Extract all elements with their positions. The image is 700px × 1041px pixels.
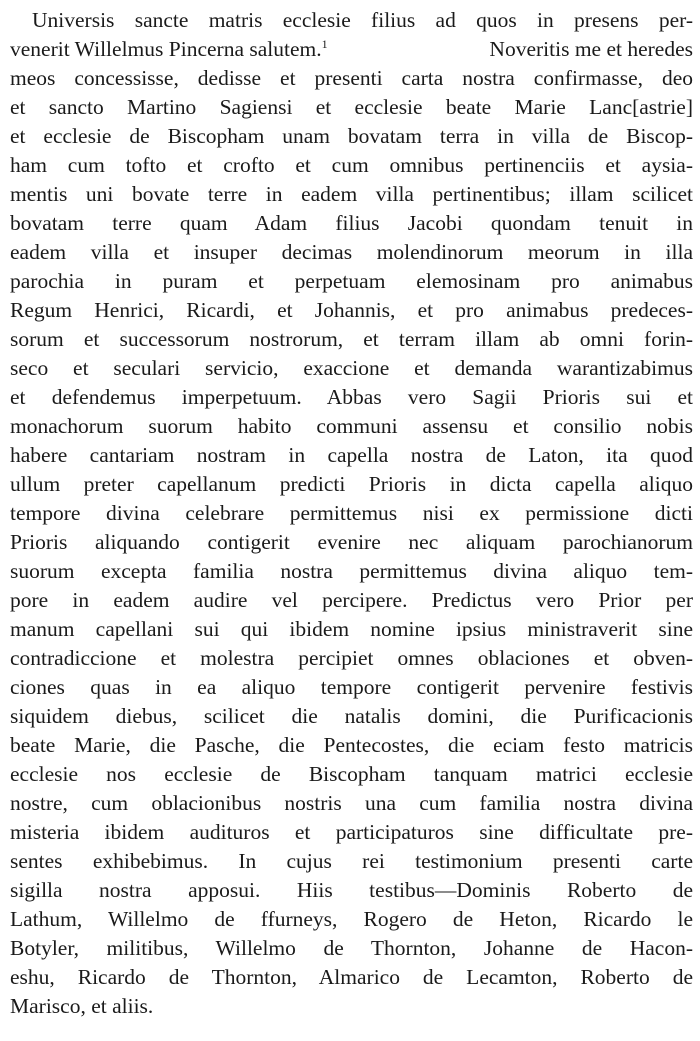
text-line: et sancto Martino Sagiensi et ecclesie beate Marie Lanc[astrie] [10,95,693,119]
text-line: siquidem diebus, scilicet die natalis domini, die Purificacionis [10,704,693,728]
text-line: meos concessisse, dedisse et presenti carta nostra confirmasse, deo [10,66,693,90]
text-line: manum capellani sui qui ibidem nomine ipsius ministraverit sine [10,617,693,641]
text-line: mentis uni bovate terre in eadem villa pertinentibus; illam scilicet [10,182,693,206]
text-line: habere cantariam nostram in capella nostra de Laton, ita quod [10,443,693,467]
text-line: nostre, cum oblacionibus nostris una cum familia nostra divina [10,791,693,815]
text-line: pore in eadem audire vel percipere. Predictus vero Prior per [10,588,693,612]
text-line: ecclesie nos ecclesie de Biscopham tanquam matrici ecclesie [10,762,693,786]
text-line: Regum Henrici, Ricardi, et Johannis, et pro animabus predeces- [10,298,693,322]
text-line: et defendemus imperpetuum. Abbas vero Sagii Prioris sui et [10,385,693,409]
text-line: sorum et successorum nostrorum, et terram illam ab omni forin- [10,327,693,351]
text-line: beate Marie, die Pasche, die Pentecostes, die eciam festo matricis [10,733,693,757]
text-line: contradiccione et molestra percipiet omnes oblaciones et obven- [10,646,693,670]
footnote-marker: 1 [321,37,328,51]
text-line: seco et seculari servicio, exaccione et demanda warantizabimus [10,356,693,380]
text-line: Prioris aliquando contigerit evenire nec aliquam parochianorum [10,530,693,554]
text-line: eshu, Ricardo de Thornton, Almarico de Lecamton, Roberto de [10,965,693,989]
text-line: Botyler, militibus, Willelmo de Thornton, Johanne de Hacon- [10,936,693,960]
text-line: misteria ibidem audituros et participaturos sine difficultate pre- [10,820,693,844]
text-line: sentes exhibebimus. In cujus rei testimonium presenti carte [10,849,693,873]
text-line: Universis sancte matris ecclesie filius ad quos in presens per- [32,8,693,32]
text-line: ciones quas in ea aliquo tempore contigerit pervenire festivis [10,675,693,699]
text-line: monachorum suorum habito communi assensu et consilio nobis [10,414,693,438]
text-line: parochia in puram et perpetuam elemosinam pro animabus [10,269,693,293]
text-segment: venerit Willelmus Pincerna salutem. [10,37,322,61]
text-line: eadem villa et insuper decimas molendinorum meorum in illa [10,240,693,264]
text-line [10,34,693,64]
text-line: suorum excepta familia nostra permittemus divina aliquo tem- [10,559,693,583]
text-line: tempore divina celebrare permittemus nisi ex permissione dicti [10,501,693,525]
text-line: ullum preter capellanum predicti Prioris in dicta capella aliquo [10,472,693,496]
text-line: sigilla nostra apposui. Hiis testibus—Dominis Roberto de [10,878,693,902]
text-line: Lathum, Willelmo de ffurneys, Rogero de Heton, Ricardo le [10,907,693,931]
text-segment: Noveritis me et heredes [489,37,693,61]
text-line: bovatam terre quam Adam filius Jacobi quondam tenuit in [10,211,693,235]
text-line: Marisco, et aliis. [10,994,154,1018]
text-line: et ecclesie de Biscopham unam bovatam terra in villa de Biscop- [10,124,693,148]
text-line: ham cum tofto et crofto et cum omnibus pertinenciis et aysia- [10,153,693,177]
